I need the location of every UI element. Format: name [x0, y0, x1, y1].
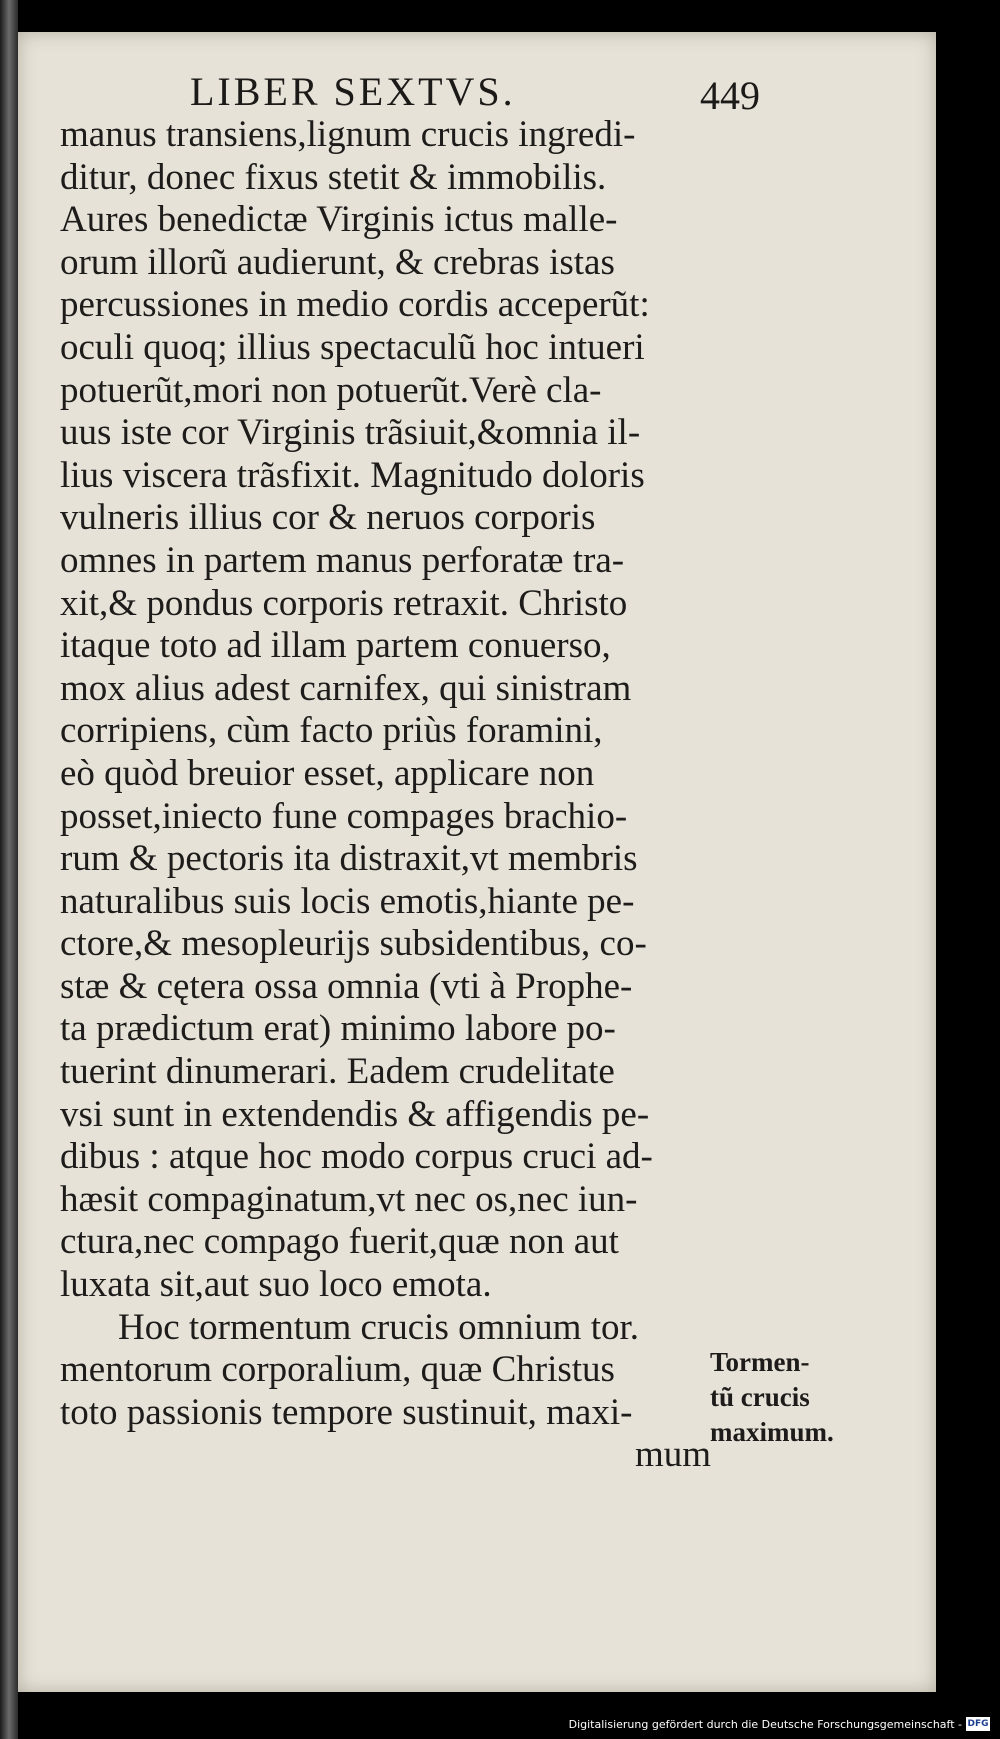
text-line: percussiones in medio cordis acceperũt: [60, 284, 650, 326]
book-page [18, 32, 936, 1692]
text-line: vulneris illius cor & neruos corporis [60, 497, 596, 539]
text-line: potuerũt,mori non potuerũt.Verè cla- [60, 369, 602, 411]
text-line: oculi quoq; illius spectaculũ hoc intueri [60, 326, 645, 368]
book-binding-edge [0, 0, 18, 1739]
text-line: dibus : atque hoc modo corpus cruci ad- [60, 1136, 653, 1178]
paragraph-start-line: Hoc tormentum crucis omnium tor. [118, 1306, 639, 1348]
text-line: ditur, donec fixus stetit & immobilis. [60, 156, 607, 198]
text-line: posset,iniecto fune compages brachio- [60, 795, 628, 837]
text-line: omnes in partem manus perforatæ tra- [60, 539, 625, 581]
text-line: luxata sit,aut suo loco emota. [60, 1264, 492, 1306]
text-line: toto passionis tempore sustinuit, maxi- [60, 1391, 633, 1433]
catchword: mum [634, 1434, 711, 1476]
text-line: mentorum corporalium, quæ Christus [60, 1349, 615, 1391]
text-line: manus transiens,lignum crucis ingredi- [60, 114, 636, 155]
marginal-note-line: maximum. [710, 1417, 834, 1447]
running-head: LIBER SEXTVS. [190, 69, 516, 114]
text-line: tuerint dinumerari. Eadem crudelitate [60, 1051, 615, 1093]
dfg-logo: DFG [967, 1719, 989, 1729]
text-line: vsi sunt in extendendis & affigendis pe- [60, 1093, 650, 1135]
marginal-note [710, 1345, 910, 1450]
text-line: stæ & cętera ossa omnia (vti à Prophe- [60, 965, 633, 1007]
text-line: ctore,& mesopleurijs subsidentibus, co- [60, 923, 647, 965]
text-line: naturalibus suis locis emotis,hiante pe- [60, 880, 635, 922]
text-line: Aures benedictæ Virginis ictus malle- [60, 199, 618, 241]
text-line: ta prædictum erat) minimo labore po- [60, 1008, 616, 1050]
text-line: hæsit compaginatum,vt nec os,nec iun- [60, 1178, 638, 1220]
body-text [60, 114, 715, 1477]
marginal-note-line: Tormen- [710, 1347, 810, 1377]
funding-credit: Digitalisierung gefördert durch die Deutsche Forschungsgemeinschaft - [568, 1717, 962, 1731]
page-number: 449 [700, 73, 760, 118]
text-line: mox alius adest carnifex, qui sinistram [60, 667, 632, 709]
text-line: lius viscera trãsfixit. Magnitudo doloris [60, 454, 645, 496]
text-line: orum illorũ audierunt, & crebras istas [60, 241, 615, 283]
text-line: uus iste cor Virginis trãsiuit,&omnia il- [60, 412, 641, 454]
text-line: xit,& pondus corporis retraxit. Christo [60, 582, 628, 624]
text-line: eò quòd breuior esset, applicare non [60, 752, 595, 794]
text-line: rum & pectoris ita distraxit,vt membris [60, 838, 638, 880]
text-line: ctura,nec compago fuerit,quæ non aut [60, 1221, 619, 1263]
text-line: corripiens, cùm facto priùs foramini, [60, 710, 603, 752]
digitization-footer [569, 1717, 990, 1731]
marginal-note-line: tũ crucis [710, 1382, 810, 1412]
text-line: itaque toto ad illam partem conuerso, [60, 625, 611, 667]
